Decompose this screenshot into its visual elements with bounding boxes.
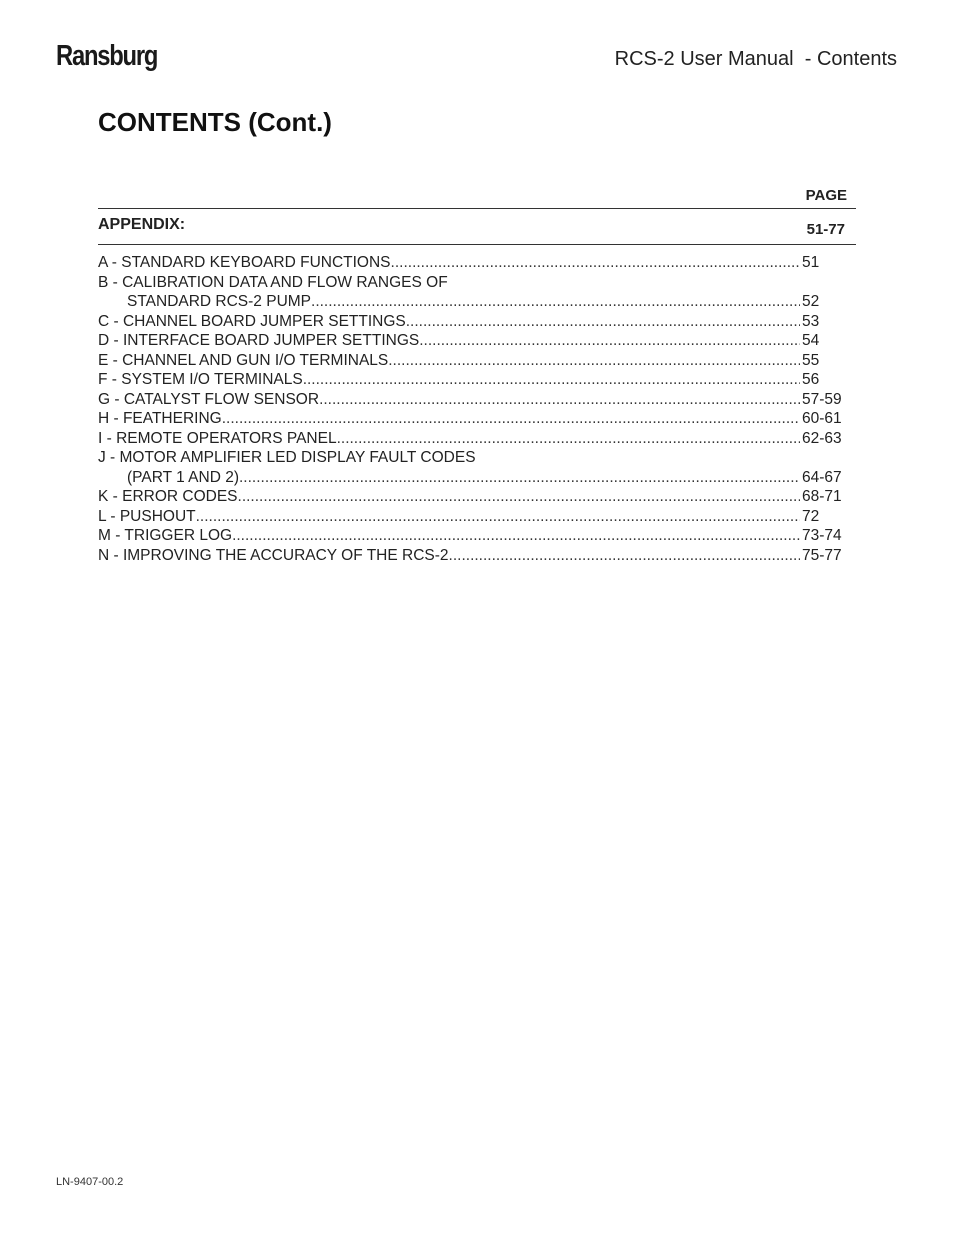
- dot-leader: [391, 254, 800, 272]
- toc-entry-label: N - IMPROVING THE ACCURACY OF THE RCS-2: [98, 546, 449, 564]
- dot-leader: [303, 371, 800, 389]
- toc-entry-label: L - PUSHOUT: [98, 507, 196, 525]
- toc-entry[interactable]: [98, 449, 848, 469]
- toc-entry-page: 68-71: [802, 488, 842, 505]
- dot-leader: [232, 527, 800, 545]
- document-number: LN-9407-00.2: [56, 1176, 124, 1188]
- header-title: RCS-2 User Manual - Contents: [614, 48, 897, 70]
- dot-leader: [238, 488, 800, 506]
- toc-entry-label: C - CHANNEL BOARD JUMPER SETTINGS: [98, 312, 406, 330]
- toc-entry-label: G - CATALYST FLOW SENSOR: [98, 390, 320, 408]
- dot-leader: [319, 391, 800, 409]
- toc-entry-page: 64-67: [802, 468, 842, 486]
- dot-leader: [337, 430, 800, 448]
- dot-leader: [419, 332, 800, 350]
- toc-entry-label: J - MOTOR AMPLIFIER LED DISPLAY FAULT CODES: [98, 449, 476, 466]
- toc-entry[interactable]: [98, 527, 848, 547]
- toc-entry-page: 53: [802, 312, 820, 330]
- toc-entry-label: A - STANDARD KEYBOARD FUNCTIONS: [98, 254, 391, 271]
- toc-entry-label: E - CHANNEL AND GUN I/O TERMINALS: [98, 351, 389, 369]
- dot-leader: [388, 352, 800, 370]
- top-divider: [98, 208, 856, 209]
- ransburg-logo: Ransburg: [56, 40, 158, 72]
- toc-entry[interactable]: [98, 254, 848, 274]
- toc-entry[interactable]: [98, 488, 848, 508]
- toc-entry[interactable]: [98, 274, 848, 294]
- dot-leader: [196, 508, 800, 526]
- appendix-heading: APPENDIX:: [98, 216, 186, 233]
- toc-entry[interactable]: [98, 469, 848, 489]
- toc-entry[interactable]: [98, 371, 848, 391]
- page-title: CONTENTS (Cont.): [98, 107, 332, 137]
- dot-leader: [406, 313, 800, 331]
- toc-entry-page: 51: [802, 254, 820, 271]
- toc-entry-label: K - ERROR CODES: [98, 488, 238, 505]
- table-of-contents: [98, 254, 848, 566]
- toc-entry-page: 57-59: [802, 390, 842, 408]
- toc-entry-page: 73-74: [802, 527, 842, 544]
- toc-entry-label: (PART 1 AND 2): [127, 468, 239, 486]
- dot-leader: [449, 547, 800, 565]
- toc-entry-page: 55: [802, 351, 820, 369]
- toc-entry[interactable]: [98, 352, 848, 372]
- appendix-page-range: 51-77: [806, 221, 845, 238]
- bottom-divider: [98, 244, 856, 245]
- toc-entry[interactable]: [98, 313, 848, 333]
- dot-leader: [311, 293, 800, 311]
- toc-entry-label: F - SYSTEM I/O TERMINALS: [98, 371, 303, 388]
- toc-entry-label: M - TRIGGER LOG: [98, 527, 233, 544]
- toc-entry-label: STANDARD RCS-2 PUMP: [127, 293, 312, 310]
- toc-entry[interactable]: [98, 410, 848, 430]
- toc-entry-page: 54: [802, 332, 820, 349]
- toc-entry-label: H - FEATHERING: [98, 410, 222, 427]
- toc-entry-page: 60-61: [802, 410, 842, 427]
- toc-entry[interactable]: [98, 508, 848, 528]
- toc-entry-label: B - CALIBRATION DATA AND FLOW RANGES OF: [98, 273, 448, 291]
- dot-leader: [222, 410, 800, 428]
- toc-entry[interactable]: [98, 293, 848, 313]
- toc-entry-page: 75-77: [802, 546, 842, 564]
- toc-entry[interactable]: [98, 332, 848, 352]
- toc-entry[interactable]: [98, 391, 848, 411]
- toc-entry-label: D - INTERFACE BOARD JUMPER SETTINGS: [98, 332, 420, 349]
- toc-entry[interactable]: [98, 430, 848, 450]
- toc-entry-page: 56: [802, 371, 820, 388]
- toc-entry-page: 52: [802, 293, 820, 310]
- page-column-label: PAGE: [805, 187, 847, 204]
- dot-leader: [239, 469, 800, 487]
- toc-entry[interactable]: [98, 547, 848, 567]
- toc-entry-page: 72: [802, 507, 820, 525]
- toc-entry-page: 62-63: [802, 429, 842, 447]
- toc-entry-label: I - REMOTE OPERATORS PANEL: [98, 429, 337, 447]
